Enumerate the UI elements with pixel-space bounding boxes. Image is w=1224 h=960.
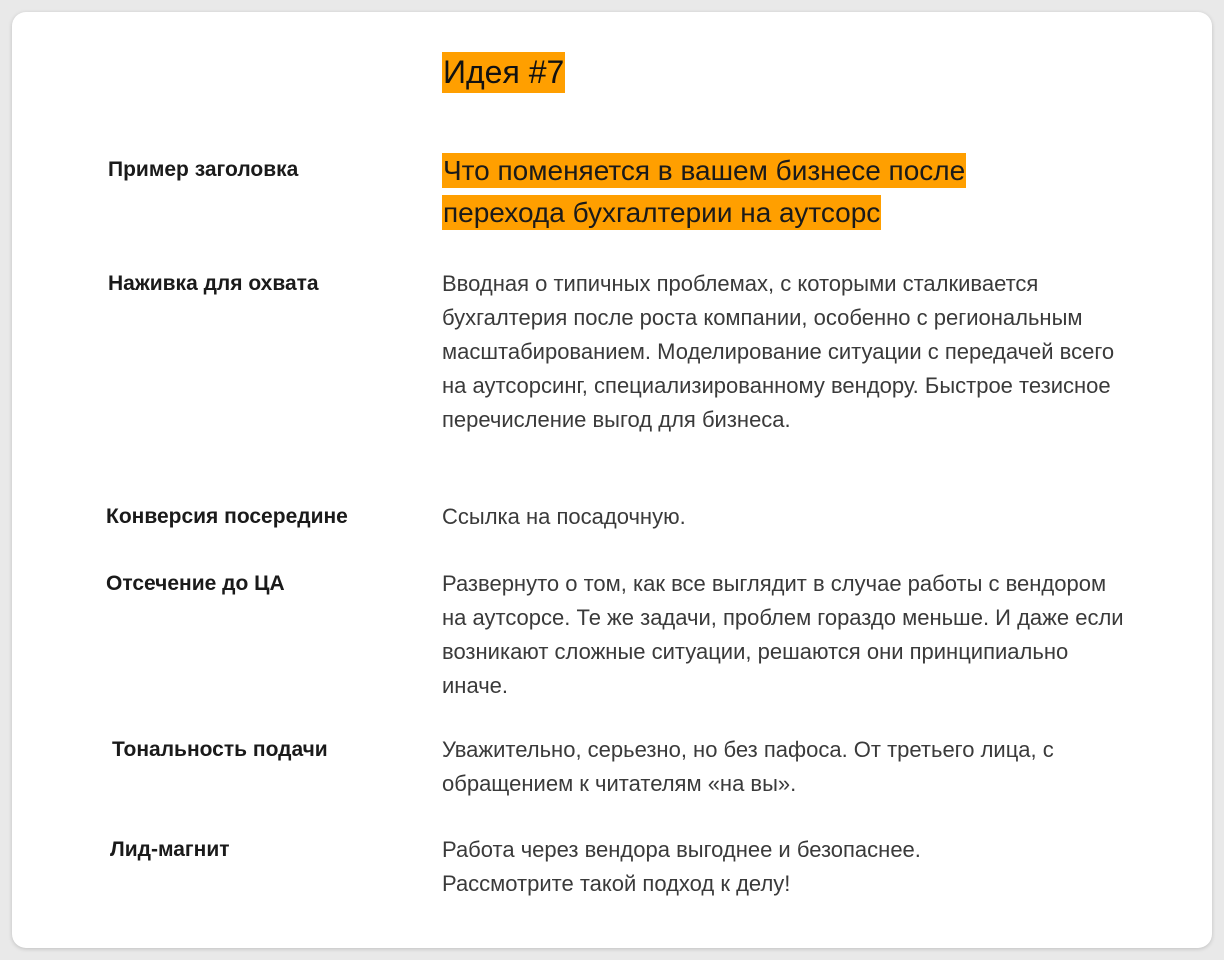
bait-text: Вводная о типичных проблемах, с которыми сталкивается бухгалтерия после роста компании, особенно с региональным масштабированием. Моделирование ситуации с передачей всего на аутсорсинг, специализированному вендору. Быстрое тезисное перечисление выгод для бизнеса. [442, 271, 1115, 432]
lead-magnet-label: Лид-магнит [110, 838, 230, 861]
conversion-label: Конверсия посередине [106, 505, 348, 528]
tone-text: Уважительно, серьезно, но без пафоса. От третьего лица, с обращением к читателям «на вы». [442, 737, 1054, 796]
audience-filter-text: Развернуто о том, как все выглядит в случае работы с вендором на аутсорсе. Те же задачи, проблем гораздо меньше. И даже если возникают сложные ситуации, решаются они принципиально иначе. [442, 571, 1124, 698]
tone-label: Тональность подачи [112, 738, 328, 761]
lead-magnet-text: Работа через вендора выгоднее и безопаснее. Рассмотрите такой подход к делу! [442, 837, 921, 896]
headline-label: Пример заголовка [108, 158, 299, 181]
conversion-text: Ссылка на посадочную. [442, 504, 686, 529]
audience-filter-label: Отсечение до ЦА [106, 572, 285, 595]
headline-line-1: Что поменяется в вашем бизнесе после [443, 155, 966, 186]
bait-label: Наживка для охвата [108, 272, 319, 295]
headline-example [442, 150, 1082, 234]
idea-title: Идея #7 [442, 52, 565, 93]
headline-line-2: перехода бухгалтерии на аутсорс [443, 197, 881, 228]
